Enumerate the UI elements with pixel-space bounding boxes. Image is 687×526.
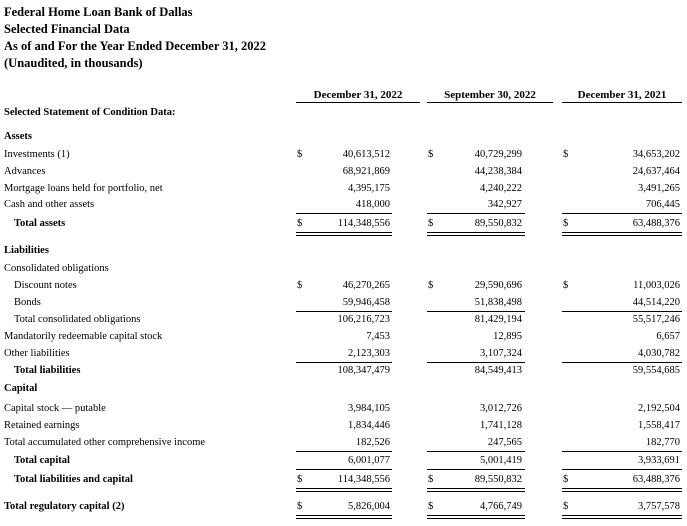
- value-dec-2021: 63,488,376: [632, 474, 680, 485]
- value-dec-2021: 55,517,246: [632, 314, 680, 325]
- subtotal-rule: [427, 311, 525, 312]
- row-label: Mandatorily redeemable capital stock: [4, 331, 163, 342]
- value-dec-2021: 11,003,026: [633, 280, 680, 291]
- value-dec-2022: 7,453: [366, 331, 390, 342]
- total-row: [0, 500, 687, 514]
- title-line-3: As of and For the Year Ended December 31, 2022: [4, 39, 267, 53]
- value-dec-2022: 40,613,512: [342, 149, 390, 160]
- dollar-sign: $: [428, 149, 434, 160]
- title-line-2: Selected Financial Data: [4, 22, 130, 36]
- value-sep-2022: 3,107,324: [480, 348, 522, 359]
- value-dec-2021: 44,514,220: [632, 297, 680, 308]
- row-label: Total consolidated obligations: [14, 314, 141, 325]
- row-label: Total liabilities: [14, 365, 81, 376]
- total-double-rule: [427, 488, 525, 492]
- value-dec-2022: 46,270,265: [342, 280, 390, 291]
- value-sep-2022: 84,549,413: [474, 365, 522, 376]
- table-row: [0, 347, 687, 361]
- dollar-sign: $: [563, 218, 569, 229]
- value-dec-2022: 6,001,077: [348, 455, 390, 466]
- liabilities-heading: Liabilities: [4, 245, 49, 256]
- dollar-sign: $: [428, 218, 434, 229]
- table-row: [0, 330, 687, 344]
- row-label: Total liabilities and capital: [14, 474, 133, 485]
- table-row: [0, 296, 687, 310]
- value-sep-2022: 5,001,419: [480, 455, 522, 466]
- value-dec-2021: 24,637,464: [632, 166, 680, 177]
- section-title: Selected Statement of Condition Data:: [4, 107, 176, 118]
- value-dec-2021: 3,491,265: [638, 183, 680, 194]
- column-underline: [427, 102, 553, 103]
- capital-heading: Capital: [4, 383, 38, 394]
- value-sep-2022: 3,012,726: [480, 403, 522, 414]
- value-sep-2022: 342,927: [487, 199, 522, 210]
- dollar-sign: $: [297, 501, 303, 512]
- total-double-rule: [296, 515, 392, 519]
- table-row: [0, 182, 687, 196]
- column-header-dec-2022: December 31, 2022: [313, 89, 403, 101]
- subtotal-rule: [296, 451, 392, 452]
- total-row: [0, 473, 687, 487]
- column-underline: [562, 102, 682, 103]
- value-dec-2022: 3,984,105: [348, 403, 390, 414]
- row-label: Advances: [4, 166, 46, 177]
- subtotal-rule: [562, 451, 682, 452]
- value-dec-2022: 2,123,303: [348, 348, 390, 359]
- row-label: Total regulatory capital (2): [4, 501, 125, 512]
- total-row: [0, 217, 687, 231]
- assets-heading-row: [0, 130, 687, 144]
- consolidated-heading-row: [0, 262, 687, 276]
- row-label: Total assets: [14, 218, 66, 229]
- capital-heading-row: [0, 382, 687, 396]
- table-row: [0, 165, 687, 179]
- title-line-1: Federal Home Loan Bank of Dallas: [4, 5, 193, 19]
- value-sep-2022: 51,838,498: [474, 297, 522, 308]
- total-double-rule: [296, 488, 392, 492]
- total-row: [0, 454, 687, 468]
- row-label: Total accumulated other comprehensive income: [4, 437, 206, 448]
- dollar-sign: $: [297, 474, 303, 485]
- dollar-sign: $: [297, 218, 303, 229]
- row-label: Other liabilities: [4, 348, 70, 359]
- subtotal-rule: [562, 213, 682, 214]
- row-label: Total capital: [14, 455, 70, 466]
- value-dec-2022: 5,826,004: [348, 501, 390, 512]
- table-row: [0, 402, 687, 416]
- consolidated-heading: Consolidated obligations: [4, 263, 109, 274]
- value-dec-2022: 114,348,556: [337, 474, 390, 485]
- table-row: [0, 279, 687, 293]
- subtotal-rule: [296, 469, 392, 470]
- dollar-sign: $: [563, 474, 569, 485]
- subtotal-rule: [562, 469, 682, 470]
- subtotal-rule: [427, 213, 525, 214]
- dollar-sign: $: [297, 149, 303, 160]
- total-row: [0, 364, 687, 378]
- subtotal-rule: [296, 362, 392, 363]
- value-dec-2021: 706,445: [645, 199, 680, 210]
- column-underline: [296, 102, 420, 103]
- value-dec-2022: 4,395,175: [348, 183, 390, 194]
- table-row: [0, 313, 687, 327]
- value-sep-2022: 81,429,194: [474, 314, 522, 325]
- total-double-rule: [562, 232, 682, 236]
- value-dec-2022: 68,921,869: [342, 166, 390, 177]
- subtotal-rule: [562, 362, 682, 363]
- value-dec-2021: 34,653,202: [632, 149, 680, 160]
- value-sep-2022: 29,590,696: [474, 280, 522, 291]
- value-dec-2022: 114,348,556: [337, 218, 390, 229]
- total-double-rule: [427, 232, 525, 236]
- total-double-rule: [427, 515, 525, 519]
- table-row: [0, 436, 687, 450]
- subtotal-rule: [296, 311, 392, 312]
- value-sep-2022: 44,238,384: [474, 166, 522, 177]
- column-header-dec-2021: December 31, 2021: [577, 89, 667, 101]
- value-dec-2022: 1,834,446: [348, 420, 390, 431]
- row-label: Mortgage loans held for portfolio, net: [4, 183, 163, 194]
- value-sep-2022: 40,729,299: [474, 149, 522, 160]
- dollar-sign: $: [563, 149, 569, 160]
- value-dec-2021: 182,770: [645, 437, 680, 448]
- title-line-4: (Unaudited, in thousands): [4, 56, 143, 70]
- subtotal-rule: [562, 311, 682, 312]
- value-sep-2022: 89,550,832: [474, 218, 522, 229]
- value-sep-2022: 1,741,128: [480, 420, 522, 431]
- row-label: Investments (1): [4, 149, 70, 160]
- value-sep-2022: 89,550,832: [474, 474, 522, 485]
- table-row: [0, 198, 687, 212]
- dollar-sign: $: [563, 501, 569, 512]
- value-dec-2022: 182,526: [355, 437, 390, 448]
- row-label: Capital stock — putable: [4, 403, 106, 414]
- total-double-rule: [562, 488, 682, 492]
- value-sep-2022: 247,565: [487, 437, 522, 448]
- subtotal-rule: [427, 362, 525, 363]
- row-label: Retained earnings: [4, 420, 80, 431]
- dollar-sign: $: [428, 501, 434, 512]
- row-label: Bonds: [14, 297, 41, 308]
- value-sep-2022: 4,766,749: [480, 501, 522, 512]
- liabilities-heading-row: [0, 244, 687, 258]
- value-dec-2021: 63,488,376: [632, 218, 680, 229]
- value-sep-2022: 12,895: [493, 331, 522, 342]
- subtotal-rule: [427, 469, 525, 470]
- value-dec-2022: 59,946,458: [342, 297, 390, 308]
- value-dec-2021: 6,657: [656, 331, 680, 342]
- value-dec-2021: 4,030,782: [638, 348, 680, 359]
- value-dec-2022: 106,216,723: [337, 314, 390, 325]
- value-dec-2021: 3,757,578: [638, 501, 680, 512]
- report-title: [4, 4, 266, 72]
- table-row: [0, 419, 687, 433]
- total-double-rule: [296, 232, 392, 236]
- subtotal-rule: [427, 451, 525, 452]
- value-sep-2022: 4,240,222: [480, 183, 522, 194]
- dollar-sign: $: [428, 474, 434, 485]
- value-dec-2021: 2,192,504: [638, 403, 680, 414]
- column-header-sep-2022: September 30, 2022: [444, 89, 536, 101]
- value-dec-2021: 3,933,691: [638, 455, 680, 466]
- row-label: Cash and other assets: [4, 199, 95, 210]
- section-title-row: [0, 106, 687, 120]
- total-double-rule: [562, 515, 682, 519]
- dollar-sign: $: [428, 280, 434, 291]
- assets-heading: Assets: [4, 131, 32, 142]
- subtotal-rule: [296, 213, 392, 214]
- dollar-sign: $: [563, 280, 569, 291]
- value-dec-2021: 59,554,685: [632, 365, 680, 376]
- dollar-sign: $: [297, 280, 303, 291]
- value-dec-2022: 108,347,479: [337, 365, 390, 376]
- row-label: Discount notes: [14, 280, 77, 291]
- table-row: [0, 148, 687, 162]
- value-dec-2022: 418,000: [355, 199, 390, 210]
- value-dec-2021: 1,558,417: [638, 420, 680, 431]
